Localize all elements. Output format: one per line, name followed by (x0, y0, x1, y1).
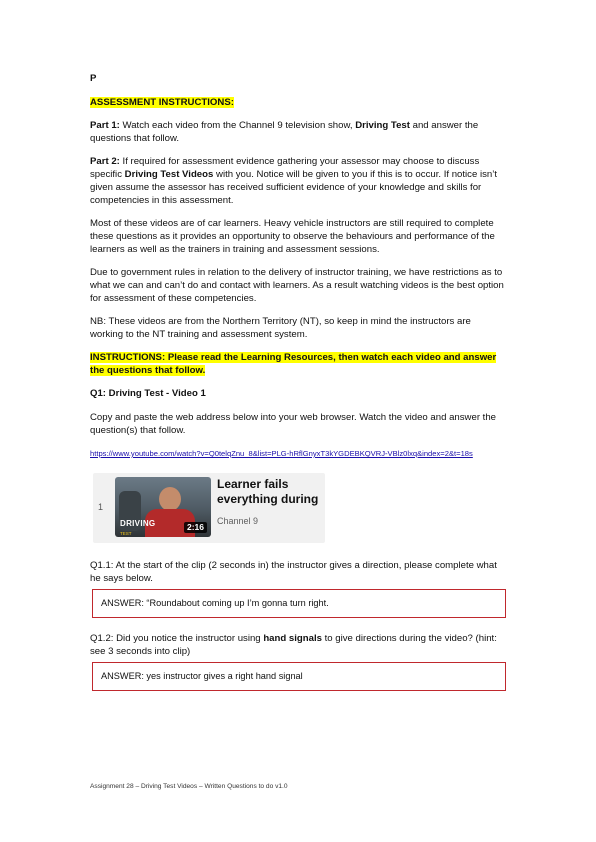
q1-1-answer: ANSWER: “Roundabout coming up I’m gonna turn right. (101, 598, 329, 608)
page-marker: P (90, 73, 97, 84)
q1-2-answer-box[interactable] (92, 662, 506, 691)
video-link[interactable]: https://www.youtube.com/watch?v=Q0telqZnu_8&list=PLG-hRflGnyxT3kYGDEBKQVRJ-VBlz0lxq&index=2&t=18s (90, 449, 473, 458)
nb-paragraph: NB: These videos are from the Northern Territory (NT), so keep in mind the instructors are working to the NT training and assessment system. (90, 316, 471, 340)
show-logo-sub: TEST (120, 531, 132, 536)
learners-paragraph: Most of these videos are of car learners. Heavy vehicle instructors are still required to complete these questions as it provides an opportunity to observe the behaviours and performance of the learners as well as the trainers in training and assessment sessions. (90, 218, 495, 255)
assessment-instructions-heading: ASSESSMENT INSTRUCTIONS: (90, 97, 234, 108)
q1-heading: Q1: Driving Test - Video 1 (90, 388, 206, 399)
q1-2-answer: ANSWER: yes instructor gives a right hand signal (101, 671, 303, 681)
video-title[interactable]: Learner fails everything during (217, 477, 319, 506)
playlist-index: 1 (98, 502, 104, 512)
part1-paragraph: Part 1: Watch each video from the Channel 9 television show, Driving Test and answer the questions that follow. (90, 120, 479, 144)
document-body (90, 72, 506, 705)
instructions-highlight: INSTRUCTIONS: Please read the Learning Resources, then watch each video and answer the questions that follow. (90, 352, 497, 376)
instructor-head-shape (159, 487, 181, 511)
video-duration-badge: 2:16 (184, 522, 207, 533)
page-footer: Assignment 28 – Driving Test Videos – Written Questions to do v1.0 (90, 783, 288, 790)
rules-paragraph: Due to government rules in relation to the delivery of instructor training, we have restrictions as to what we can and can’t do and contact with learners. As a result watching videos is the best option for assessment of these competencies. (90, 267, 504, 304)
part2-label: Part 2: (90, 156, 120, 167)
part1-label: Part 1: (90, 120, 120, 131)
video-thumbnail-card[interactable] (93, 473, 325, 543)
q1-1-question: Q1.1: At the start of the clip (2 seconds in) the instructor gives a direction, please complete what he says below. (90, 560, 497, 584)
part2-paragraph: Part 2: If required for assessment evidence gathering your assessor may choose to discuss specific Driving Test Videos with you. Notice will be given to you if this is to occur. If notice isn’t given assume the assessor has received sufficient evidence of your knowledge and skills for competencies in this assessment. (90, 156, 498, 206)
copy-instruction: Copy and paste the web address below into your web browser. Watch the video and answer the question(s) that follow. (90, 412, 497, 436)
q1-2-question: Q1.2: Did you notice the instructor using hand signals to give directions during the video? (hint: see 3 seconds into clip) (90, 633, 497, 657)
video-thumbnail-image[interactable] (115, 477, 211, 537)
video-channel[interactable]: Channel 9 (217, 516, 259, 526)
show-logo: DRIVING (120, 519, 156, 528)
q1-1-answer-box[interactable] (92, 589, 506, 618)
